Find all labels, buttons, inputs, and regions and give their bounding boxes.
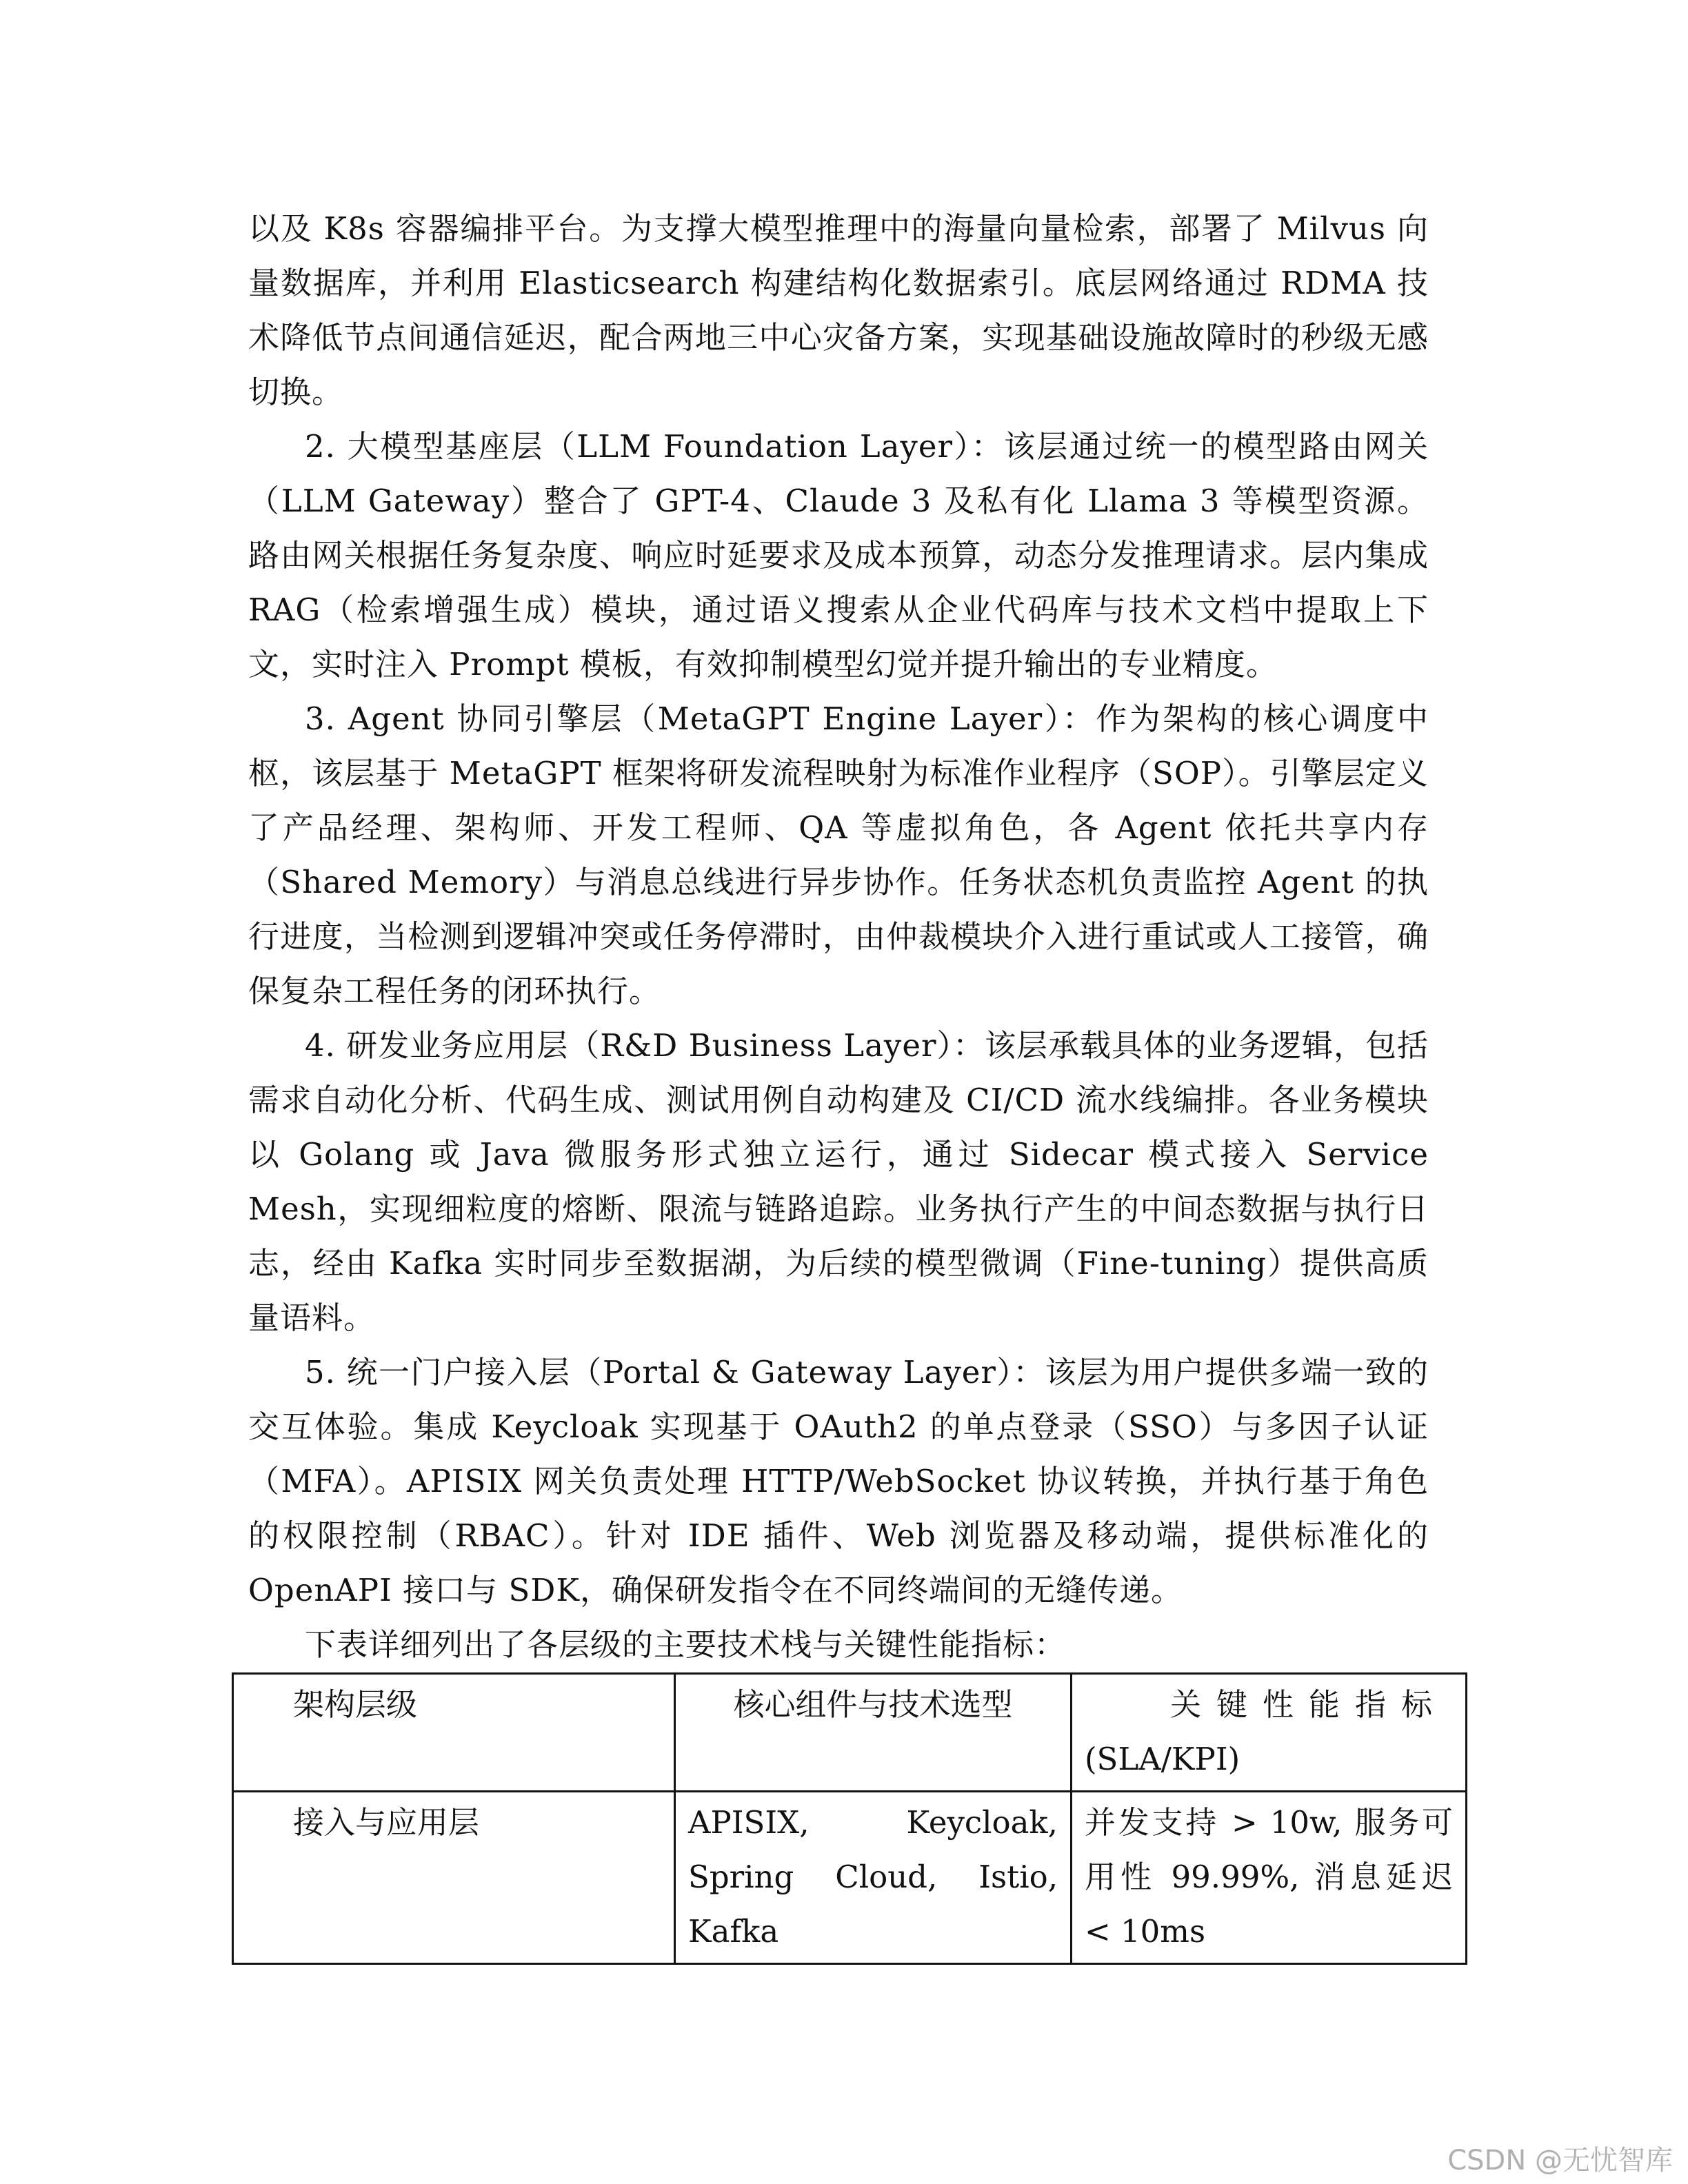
csdn-watermark: CSDN @无忧智库 <box>1447 2145 1673 2176</box>
paragraph-infrastructure-continued: 以及 K8s 容器编排平台。为支撑大模型推理中的海量向量检索，部署了 Milvus 向量数据库，并利用 Elasticsearch 构建结构化数据索引。底层网络通过 RDMA 技术降低节点间通信延迟，配合两地三中心灾备方案，实现基础设施故障时的秒级无感切换。 <box>248 210 1429 410</box>
header-kpi <box>1072 1674 1467 1792</box>
header-layer <box>233 1674 675 1792</box>
table-intro-text: 下表详细列出了各层级的主要技术栈与关键性能指标： <box>305 1626 1067 1663</box>
cell-kpi: 并发支持 > 10w, 服务可用性 99.99%, 消息延迟 < 10ms <box>1072 1792 1467 1964</box>
header-components-label: 核心组件与技术选型 <box>733 1686 1013 1723</box>
header-kpi-sub-label: (SLA/KPI) <box>1085 1741 1240 1777</box>
tech-stack-table <box>232 1672 1467 1965</box>
document-body <box>248 201 1429 1672</box>
paragraph-agent-engine-layer: 3. Agent 协同引擎层（MetaGPT Engine Layer）：作为架构的核心调度中枢，该层基于 MetaGPT 框架将研发流程映射为标准作业程序（SOP）。引擎层定义了产品经理、架构师、开发工程师、QA 等虚拟角色，各 Agent 依托共享内存（Shared Memory）与消息总线进行异步协作。任务状态机负责监控 Agent 的执行进度，当检测到逻辑冲突或任务停滞时，由仲裁模块介入进行重试或人工接管，确保复杂工程任务的闭环执行。 <box>248 700 1429 1009</box>
table-row <box>233 1792 1467 1964</box>
cell-components: APISIX, Keycloak, Spring Cloud, Istio, Kafka <box>675 1792 1072 1964</box>
paragraph-llm-foundation-layer: 2. 大模型基座层（LLM Foundation Layer）：该层通过统一的模型路由网关（LLM Gateway）整合了 GPT-4、Claude 3 及私有化 Llama 3 等模型资源。路由网关根据任务复杂度、响应时延要求及成本预算，动态分发推理请求。层内集成 RAG（检索增强生成）模块，通过语义搜索从企业代码库与技术文档中提取上下文，实时注入 Prompt 模板，有效抑制模型幻觉并提升输出的专业精度。 <box>248 428 1429 682</box>
cell-layer: 接入与应用层 <box>233 1792 675 1964</box>
header-layer-label: 架构层级 <box>293 1686 418 1723</box>
tech-stack-table-container <box>232 1672 1453 1965</box>
table-header-row <box>233 1674 1467 1792</box>
paragraph-portal-gateway-layer: 5. 统一门户接入层（Portal & Gateway Layer）：该层为用户提供多端一致的交互体验。集成 Keycloak 实现基于 OAuth2 的单点登录（SSO）与多因子认证（MFA）。APISIX 网关负责处理 HTTP/WebSocket 协议转换，并执行基于角色的权限控制（RBAC）。针对 IDE 插件、Web 浏览器及移动端，提供标准化的 OpenAPI 接口与 SDK，确保研发指令在不同终端间的无缝传递。 <box>248 1354 1429 1608</box>
paragraph-business-layer: 4. 研发业务应用层（R&D Business Layer）：该层承载具体的业务逻辑，包括需求自动化分析、代码生成、测试用例自动构建及 CI/CD 流水线编排。各业务模块以 Golang 或 Java 微服务形式独立运行，通过 Sidecar 模式接入 Service Mesh，实现细粒度的熔断、限流与链路追踪。业务执行产生的中间态数据与执行日志，经由 Kafka 实时同步至数据湖，为后续的模型微调（Fine-tuning）提供高质量语料。 <box>248 1027 1429 1336</box>
header-components <box>675 1674 1072 1792</box>
header-kpi-label: 关键性能指标 <box>1169 1686 1447 1723</box>
